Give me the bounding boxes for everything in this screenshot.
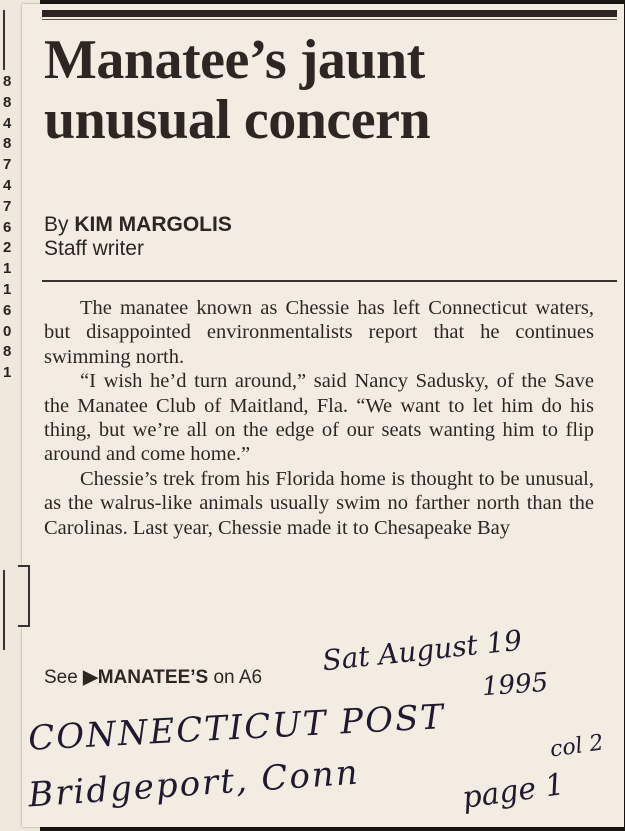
edge-digit: 4	[3, 114, 12, 132]
edge-line	[3, 570, 5, 650]
headline-line-2: unusual concern	[44, 89, 431, 151]
article-body	[44, 296, 594, 540]
edge-digit: 8	[3, 343, 12, 361]
jump-line	[44, 666, 262, 689]
handwritten-column: col 2	[548, 730, 606, 763]
edge-digit: 7	[3, 197, 12, 215]
headline	[44, 30, 624, 150]
handwritten-location: Bridgeport, Conn	[27, 752, 361, 816]
edge-digit: 0	[3, 322, 12, 340]
handwritten-source: CONNECTICUT POST	[27, 697, 446, 759]
byline-role: Staff writer	[44, 237, 144, 260]
edge-digit: 1	[3, 260, 12, 278]
edge-digit: 8	[3, 135, 12, 153]
newspaper-clipping	[22, 4, 624, 827]
edge-digit: 7	[3, 156, 12, 174]
scrapbook-tab	[18, 565, 30, 627]
article-paragraph: The manatee known as Chessie has left Connecticut waters, but disappointed environmentalists report that he continues swimming north.	[44, 297, 594, 368]
handwritten-page: page 1	[460, 767, 567, 816]
article-paragraph: Chessie’s trek from his Florida home is thought to be unusual, as the walrus-like animals usually swim no farther north than the Carolinas. Last year, Chessie made it to Chesapeake Bay	[44, 467, 594, 539]
top-rule-thick	[42, 10, 617, 17]
edge-digit: 4	[3, 176, 12, 194]
byline	[44, 213, 232, 261]
edge-digit: 6	[3, 301, 12, 319]
jump-suffix: on A6	[213, 667, 263, 688]
edge-digit: 6	[3, 218, 12, 236]
edge-digit: 1	[3, 280, 12, 298]
jump-prefix: See	[44, 667, 78, 688]
top-rule-thin	[42, 19, 617, 20]
edge-line	[3, 10, 5, 70]
headline-line-1: Manatee’s jaunt	[44, 29, 425, 91]
edge-digit: 8	[3, 93, 12, 111]
jump-arrow-icon: ▶	[83, 667, 98, 688]
jump-reference: MANATEE’S	[97, 667, 209, 688]
byline-prefix: By	[44, 213, 69, 236]
edge-digit: 8	[3, 73, 12, 90]
edge-digit: 2	[3, 239, 12, 257]
byline-rule	[42, 280, 617, 282]
handwritten-year: 1995	[481, 667, 550, 703]
edge-digit: 1	[3, 364, 12, 382]
article-paragraph: “I wish he’d turn around,” said Nancy Sadusky, of the Save the Manatee Club of Maitland, Fla. “We want to let him do his thing, but we’re all on the edge of our seats wanting him to flip around and come home.”	[44, 370, 594, 466]
handwritten-date: Sat August 19	[320, 623, 524, 678]
byline-author: KIM MARGOLIS	[74, 213, 232, 236]
edge-digit-column	[3, 72, 17, 384]
